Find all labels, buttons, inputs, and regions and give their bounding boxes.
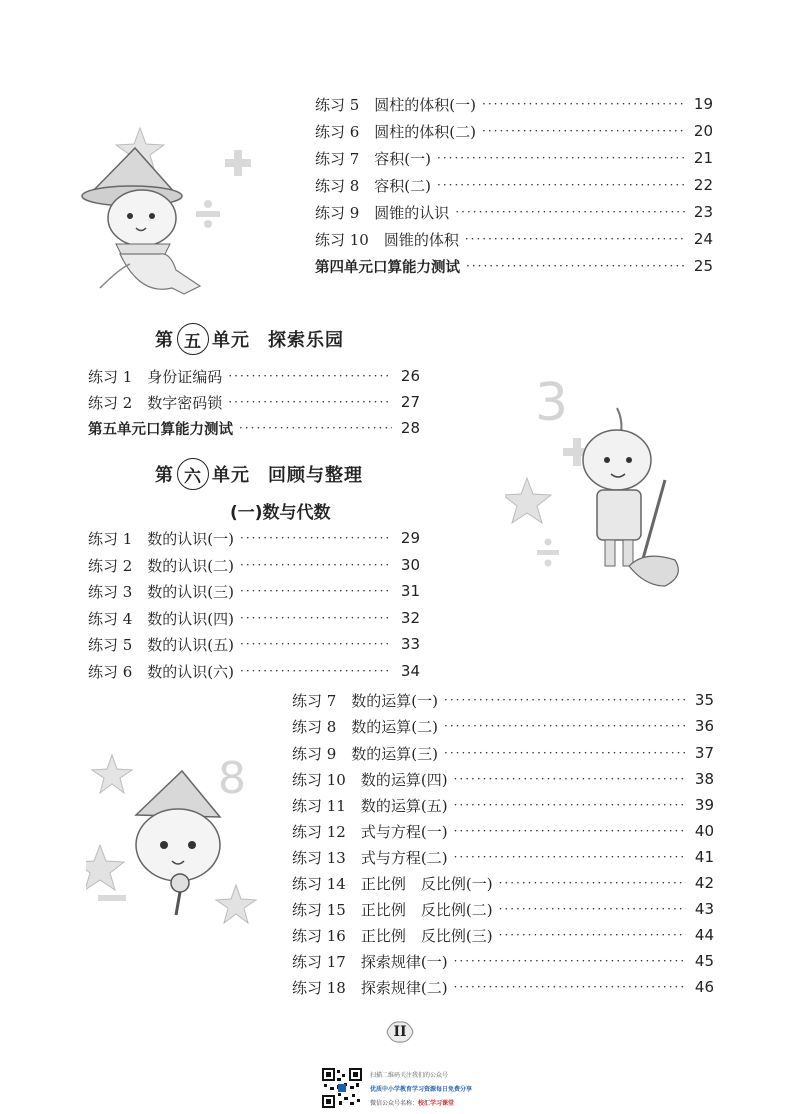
decor-eight-glyph: 8 [218, 753, 246, 804]
toc-entry[interactable]: 练习 5 圆柱的体积(一) ····· 19 [315, 93, 713, 115]
toc-entry[interactable]: 练习 18 探索规律(二) ····· 46 [292, 976, 714, 998]
witch-girl-illustration [86, 745, 276, 935]
toc-entry[interactable]: 练习 13 式与方程(二) ····· 41 [292, 846, 714, 868]
toc-entry[interactable]: 练习 3 数的认识(三) ····· 31 [88, 580, 420, 602]
section-title-numbers-algebra: (一)数与代数 [230, 503, 331, 523]
toc-entry[interactable]: 练习 10 数的运算(四) ····· 38 [292, 768, 714, 790]
toc-entry[interactable]: 练习 1 身份证编码 ····· 26 [88, 365, 420, 387]
toc-entry[interactable]: 练习 15 正比例 反比例(二) ····· 43 [292, 898, 714, 920]
unit5-number-circle: 五 [177, 323, 209, 355]
toc-entry[interactable]: 练习 9 圆锥的认识 ····· 23 [315, 201, 713, 223]
witch-cat-illustration [80, 118, 270, 308]
qr-code-icon [322, 1068, 362, 1108]
footer-account: 微信公众号名称：校汇学习课堂 [370, 1100, 455, 1107]
toc-entry[interactable]: 练习 12 式与方程(一) ····· 40 [292, 820, 714, 842]
toc-entry[interactable]: 练习 2 数的认识(二) ····· 30 [88, 554, 420, 576]
toc-entry[interactable]: 练习 11 数的运算(五) ····· 39 [292, 794, 714, 816]
toc-entry[interactable]: 练习 6 圆柱的体积(二) ····· 20 [315, 120, 713, 142]
decor-three-glyph: 3 [535, 373, 569, 433]
toc-entry[interactable]: 练习 6 数的认识(六) ····· 34 [88, 660, 420, 682]
toc-entry-unit5-test[interactable]: 第五单元口算能力测试 ····· 28 [88, 417, 420, 439]
footer-account-name: 校汇学习课堂 [418, 1100, 455, 1107]
toc-entry[interactable]: 练习 7 容积(一) ····· 21 [315, 147, 713, 169]
toc-entry[interactable]: 练习 17 探索规律(一) ····· 45 [292, 950, 714, 972]
boy-with-broom-illustration [505, 360, 705, 600]
toc-entry[interactable]: 练习 2 数字密码锁 ····· 27 [88, 391, 420, 413]
toc-entry[interactable]: 练习 8 数的运算(二) ····· 36 [292, 715, 714, 737]
page-number-badge [383, 1019, 417, 1045]
footer-scan-hint: 扫描二维码关注我们的公众号 [370, 1072, 449, 1079]
toc-entry[interactable]: 练习 10 圆锥的体积 ····· 24 [315, 228, 713, 250]
footer-slogan: 优质中小学教育学习资源每日免费分享 [370, 1086, 473, 1093]
toc-entry[interactable]: 练习 9 数的运算(三) ····· 37 [292, 742, 714, 764]
unit6-number-circle: 六 [177, 458, 209, 490]
toc-entry[interactable]: 练习 1 数的认识(一) ····· 29 [88, 527, 420, 549]
toc-entry[interactable]: 练习 5 数的认识(五) ····· 33 [88, 633, 420, 655]
toc-entry[interactable]: 练习 14 正比例 反比例(一) ····· 42 [292, 872, 714, 894]
page-number: II [393, 1024, 407, 1040]
toc-entry[interactable]: 练习 4 数的认识(四) ····· 32 [88, 607, 420, 629]
toc-entry-unit4-test[interactable]: 第四单元口算能力测试 ····· 25 [315, 255, 713, 277]
unit6-title: 第 六 单元 回顾与整理 [155, 458, 363, 490]
toc-entry[interactable]: 练习 8 容积(二) ····· 22 [315, 174, 713, 196]
unit5-title: 第 五 单元 探索乐园 [155, 323, 344, 355]
toc-entry[interactable]: 练习 16 正比例 反比例(三) ····· 44 [292, 924, 714, 946]
toc-entry[interactable]: 练习 7 数的运算(一) ····· 35 [292, 689, 714, 711]
